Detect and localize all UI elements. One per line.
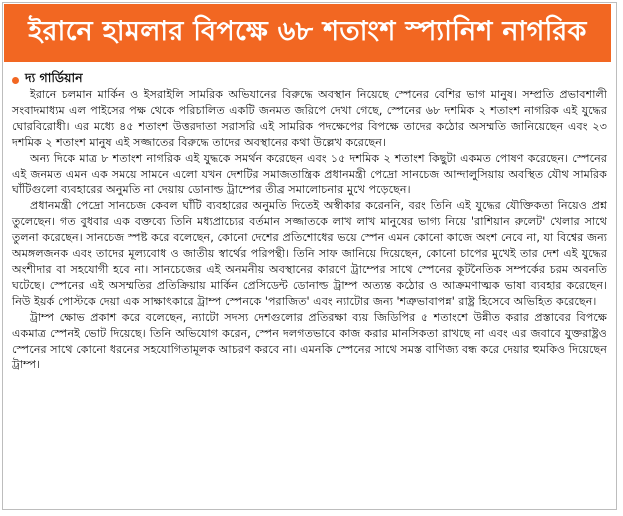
headline-banner (4, 4, 611, 62)
article-paragraph-3: প্রধানমন্ত্রী পেদ্রো সানচেজ কেবল ঘাঁটি ব্যবহারের অনুমতি দিতেই অস্বীকার করেননি, বরং তিনি এই যুদ্ধের যৌক্তিকতা নিয়েও প্রশ্ন তুলেছেন। গত বুধবার এক বক্তব্যে তিনি মধ্যপ্রাচ্যের বর্তমান সজ্জাতকে লাখ লাখ মানুষের ভাগ্য নিয়ে 'রাশিয়ান রুলেট' খেলার সাথে তুলনা করেছেন। সানচেজ স্পষ্ট করে বলেছেন, কোনো দেশের প্রতিশোধের ভয়ে স্পেন এমন কোনো কাজে অংশ নেবে না, যা বিশ্বের জন্য অমঙ্গলজনক এবং তাদের মূল্যবোধ ও জাতীয় স্বার্থের পরিপন্থী। তিনি সাফ জানিয়ে দিয়েছেন, কোনো চাপের মুখেই তার দেশ এই যুদ্ধের অংশীদার বা সহযোগী হবে না। সানচেজের এই অনমনীয় অবস্থানের কারণে ট্রাম্পের সাথে স্পেনের কূটনৈতিক সম্পর্কের চরম অবনতি ঘটেছে। স্পেনের এই অসম্মতির প্রতিক্রিয়ায় মার্কিন প্রেসিডেন্ট ডোনাল্ড ট্রাম্প অত্যন্ত কঠোর ও আক্রমণাত্মক ভাষা ব্যবহার করেছেন। নিউ ইয়র্ক পোস্টকে দেয়া এক সাক্ষাৎকারে ট্রাম্প স্পেনকে 'পরাজিত' এবং ন্যাটোর জন্য 'শত্রুভাবাপন্ন' রাষ্ট্র হিসেবে অভিহিত করেছেন। (12, 199, 607, 308)
article-paragraph-1: ইরানে চলমান মার্কিন ও ইসরাইলি সামরিক অভিযানের বিরুদ্ধে অবস্থান নিয়েছে স্পেনের বেশির ভাগ মানুষ। সম্প্রতি প্রভাবশালী সংবাদমাধ্যম এল পাইসের পক্ষ থেকে পরিচালিত একটি জনমত জরিপে দেখা গেছে, স্পেনের ৬৮ দশমিক ২ শতাংশ নাগরিক এই যুদ্ধের ঘোরবিরোধী। এর মধ্যে ৪৫ শতাংশ উত্তরদাতা সরাসরি এই সামরিক পদক্ষেপের বিপক্ষে তাদের কঠোর অসম্মতি জানিয়েছেন এবং ২৩ দশমিক ২ শতাংশ মানুষ এই সজ্জাতের বিরুদ্ধে তাদের অবস্থানের কথা উল্লেখ করেছেন। (12, 88, 607, 149)
headline-text: ইরানে হামলার বিপক্ষে ৬৮ শতাংশ স্প্যানিশ নাগরিক (28, 15, 587, 47)
article-body (12, 87, 607, 373)
article-paragraph-4: ট্রাম্প ক্ষোভ প্রকাশ করে বলেছেন, ন্যাটো সদস্য দেশগুলোর প্রতিরক্ষা ব্যয় জিডিপির ৫ শতাংশে উন্নীত করার প্রস্তাবের বিপক্ষে একমাত্র স্পেনই ভোট দিয়েছে। তিনি অভিযোগ করেন, স্পেন দলগতভাবে কাজ করার মানসিকতা রাখছে না এবং এর জবাবে যুক্তরাষ্ট্রও স্পেনের সাথে কোনো ধরনের সহযোগিতামূলক আচরণ করবে না। এমনকি স্পেনের সাথে সমস্ত বাণিজ্য বন্ধ করে দেয়ার হুমকিও দিয়েছেন ট্রাম্প। (12, 310, 607, 372)
source-name: দ্য গার্ডিয়ান (25, 70, 83, 85)
orange-dot-icon (12, 77, 19, 84)
article-paragraph-2: অন্য দিকে মাত্র ৮ শতাংশ নাগরিক এই যুদ্ধকে সমর্থন করেছেন এবং ১৫ দশমিক ২ শতাংশ কিছুটা একমত পোষণ করেছেন। স্পেনের এই জনমত এমন এক সময়ে সামনে এলো যখন দেশটির সমাজতান্ত্রিক প্রধানমন্ত্রী পেদ্রো সানচেজ আন্দালুসিয়ায় অবস্থিত যৌথ সামরিক ঘাঁটিগুলো ব্যবহারের অনুমতি না দেয়ায় ডোনাল্ড ট্রাম্পের তীব্র সমালোচনার মুখে পড়েছেন। (12, 151, 607, 197)
